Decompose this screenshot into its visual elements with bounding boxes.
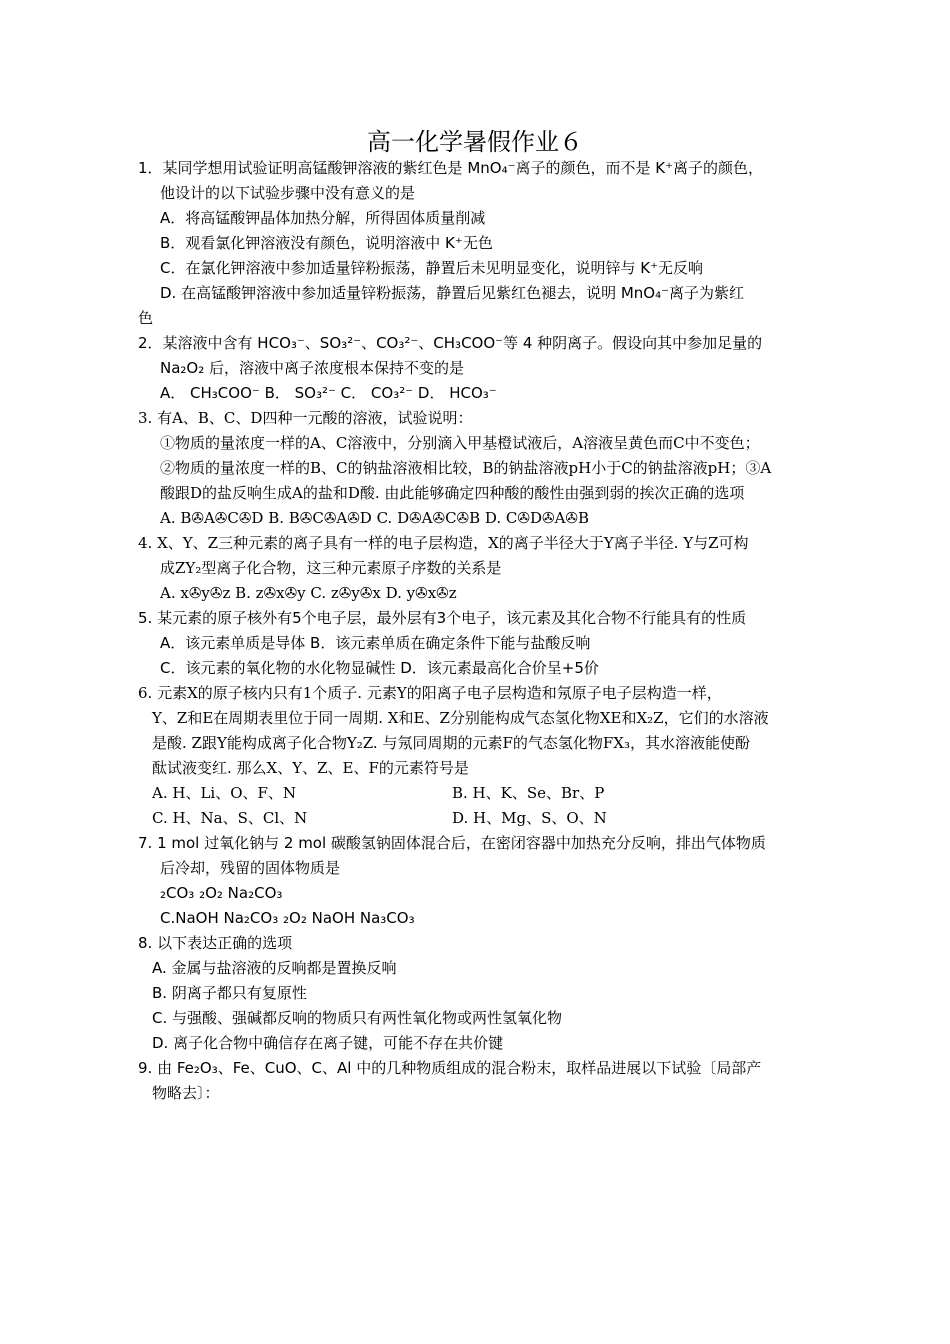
- q8-option-c: C. 与强酸、强碱都反响的物质只有两性氧化物或两性氢氧化物: [152, 1009, 563, 1027]
- q6-stem-cont-3: 酞试液变红. 那么X、Y、Z、E、F的元素符号是: [152, 759, 469, 777]
- q1-stem-cont: 他设计的以下试验步骤中没有意义的是: [160, 184, 416, 202]
- q1-option-b: B．观看氯化钾溶液没有颜色，说明溶液中 K⁺无色: [160, 234, 493, 252]
- q7-options-ab: ₂CO₃ ₂O₂ Na₂CO₃: [160, 884, 283, 902]
- q3-stem: 3. 有A、B、C、D四种一元酸的溶液，试验说明：: [138, 409, 473, 427]
- q1-option-c: C．在氯化钾溶液中参加适量锌粉振荡，静置后未见明显变化，说明锌与 K⁺无反响: [160, 259, 703, 277]
- q2-stem-cont: Na₂O₂ 后，溶液中离子浓度根本保持不变的是: [160, 359, 465, 377]
- document-title: 高一化学暑假作业６: [367, 128, 583, 156]
- q5-options-ab: A．该元素单质是导体 B．该元素单质在确定条件下能与盐酸反响: [160, 634, 591, 652]
- q3-cond-2: ②物质的量浓度一样的B、C的钠盐溶液相比较，B的钠盐溶液pH小于C的钠盐溶液pH；③A: [160, 459, 772, 477]
- q1-option-a: A．将高锰酸钾晶体加热分解，所得固体质量削减: [160, 209, 486, 227]
- q3-cond-1: ①物质的量浓度一样的A、C溶液中，分别滴入甲基橙试液后，A溶液呈黄色而C中不变色；: [160, 434, 760, 452]
- q1-option-d-cont: 色: [138, 309, 154, 327]
- q8-option-d: D. 离子化合物中确信存在离子键，可能不存在共价键: [152, 1034, 504, 1052]
- q8-stem: 8. 以下表达正确的选项: [138, 934, 293, 952]
- q6-option-d: D. H、Mg、S、O、N: [452, 809, 607, 827]
- q4-options: A. x✇y✇z B. z✇x✇y C. z✇y✇x D. y✇x✇z: [160, 584, 457, 602]
- q4-stem: 4. X、Y、Z三种元素的离子具有一样的电子层构造，X的离子半径大于Y离子半径. Y与Z可构: [138, 534, 749, 552]
- q3-cond-3: 酸跟D的盐反响生成A的盐和D酸. 由此能够确定四种酸的酸性由强到弱的挨次正确的选项: [160, 484, 745, 502]
- q4-stem-cont: 成ZY₂型离子化合物，这三种元素原子序数的关系是: [160, 559, 502, 577]
- q2-options: A． CH₃COO⁻ B． SO₃²⁻ C． CO₃²⁻ D． HCO₃⁻: [160, 384, 497, 402]
- q7-options-cd: C.NaOH Na₂CO₃ ₂O₂ NaOH Na₃CO₃: [160, 909, 415, 927]
- q6-option-c: C. H、Na、S、Cl、N: [152, 809, 308, 827]
- q7-stem: 7. 1 mol 过氧化钠与 2 mol 碳酸氢钠固体混合后，在密闭容器中加热充分反响，排出气体物质: [138, 834, 766, 852]
- q5-options-cd: C．该元素的氧化物的水化物显碱性 D．该元素最高化合价呈+5价: [160, 659, 599, 677]
- q6-option-a: A. H、Li、O、F、N: [152, 784, 297, 802]
- q9-stem-cont: 物略去〕：: [152, 1084, 220, 1102]
- q5-stem: 5. 某元素的原子核外有5个电子层，最外层有3个电子，该元素及其化合物不行能具有的性质: [138, 609, 747, 627]
- q6-option-b: B. H、K、Se、Br、P: [452, 784, 605, 802]
- q6-stem-cont-1: Y、Z和E在周期表里位于同一周期. X和E、Z分别能构成气态氢化物XE和X₂Z，它们的水溶液: [152, 709, 769, 727]
- q8-option-b: B. 阴离子都只有复原性: [152, 984, 307, 1002]
- q8-option-a: A. 金属与盐溶液的反响都是置换反响: [152, 959, 397, 977]
- q9-stem: 9. 由 Fe₂O₃、Fe、CuO、C、Al 中的几种物质组成的混合粉末，取样品进展以下试验〔局部产: [138, 1059, 762, 1077]
- q1-stem: 1．某同学想用试验证明高锰酸钾溶液的紫红色是 MnO₄⁻离子的颜色，而不是 K⁺离子的颜色，: [138, 159, 764, 177]
- q6-stem-cont-2: 是酸. Z跟Y能构成离子化合物Y₂Z. 与氖同周期的元素F的气态氢化物FX₃，其水溶液能使酚: [152, 734, 750, 752]
- q6-stem: 6. 元素X的原子核内只有1个质子. 元素Y的阳离子电子层构造和氖原子电子层构造一样，: [138, 684, 722, 702]
- q2-stem: 2．某溶液中含有 HCO₃⁻、SO₃²⁻、CO₃²⁻、CH₃COO⁻等 4 种阴离子。假设向其中参加足量的: [138, 334, 763, 352]
- q3-options: A. B✇A✇C✇D B. B✇C✇A✇D C. D✇A✇C✇B D. C✇D✇A✇B: [160, 509, 589, 527]
- q7-stem-cont: 后冷却，残留的固体物质是: [160, 859, 341, 877]
- q1-option-d: D. 在高锰酸钾溶液中参加适量锌粉振荡，静置后见紫红色褪去，说明 MnO₄⁻离子为紫红: [160, 284, 745, 302]
